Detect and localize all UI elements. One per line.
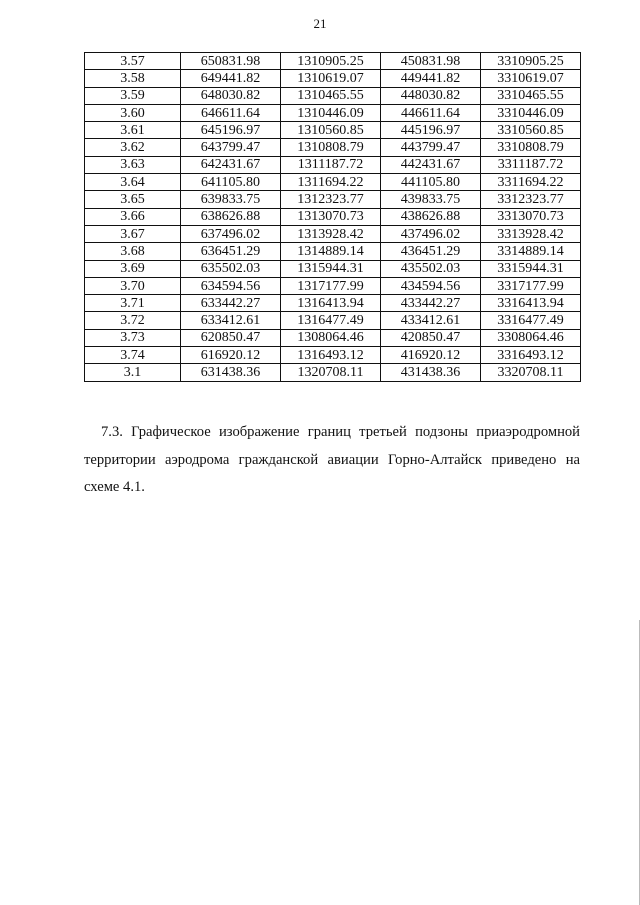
table-row bbox=[85, 243, 581, 260]
coord-x-cell: 650831.98 bbox=[181, 53, 281, 70]
table-row bbox=[85, 347, 581, 364]
coord-x-cell: 633442.27 bbox=[181, 295, 281, 312]
coord-y-local-cell: 3313928.42 bbox=[481, 225, 581, 242]
coord-y-local-cell: 3313070.73 bbox=[481, 208, 581, 225]
table-row bbox=[85, 70, 581, 87]
table-row bbox=[85, 156, 581, 173]
coord-y-cell: 1313070.73 bbox=[281, 208, 381, 225]
coord-y-cell: 1308064.46 bbox=[281, 329, 381, 346]
table-row bbox=[85, 225, 581, 242]
point-number-cell: 3.62 bbox=[85, 139, 181, 156]
coord-x-local-cell: 439833.75 bbox=[381, 191, 481, 208]
coord-x-local-cell: 433412.61 bbox=[381, 312, 481, 329]
coord-x-local-cell: 449441.82 bbox=[381, 70, 481, 87]
coord-x-cell: 635502.03 bbox=[181, 260, 281, 277]
coord-y-cell: 1320708.11 bbox=[281, 364, 381, 381]
coord-y-cell: 1311187.72 bbox=[281, 156, 381, 173]
point-number-cell: 3.68 bbox=[85, 243, 181, 260]
coord-y-local-cell: 3320708.11 bbox=[481, 364, 581, 381]
coord-x-cell: 616920.12 bbox=[181, 347, 281, 364]
table-row bbox=[85, 139, 581, 156]
table-row bbox=[85, 53, 581, 70]
coord-y-local-cell: 3310465.55 bbox=[481, 87, 581, 104]
coord-x-local-cell: 438626.88 bbox=[381, 208, 481, 225]
point-number-cell: 3.1 bbox=[85, 364, 181, 381]
table-row bbox=[85, 208, 581, 225]
table-row bbox=[85, 260, 581, 277]
coord-x-cell: 620850.47 bbox=[181, 329, 281, 346]
table-row bbox=[85, 295, 581, 312]
coord-x-cell: 646611.64 bbox=[181, 104, 281, 121]
coord-y-local-cell: 3312323.77 bbox=[481, 191, 581, 208]
coord-y-local-cell: 3316477.49 bbox=[481, 312, 581, 329]
point-number-cell: 3.57 bbox=[85, 53, 181, 70]
point-number-cell: 3.70 bbox=[85, 277, 181, 294]
coord-y-local-cell: 3316493.12 bbox=[481, 347, 581, 364]
coord-x-cell: 643799.47 bbox=[181, 139, 281, 156]
coordinates-table-body bbox=[85, 53, 581, 382]
coord-y-local-cell: 3310808.79 bbox=[481, 139, 581, 156]
coord-y-local-cell: 3315944.31 bbox=[481, 260, 581, 277]
coord-x-cell: 634594.56 bbox=[181, 277, 281, 294]
table-row bbox=[85, 174, 581, 191]
table-row bbox=[85, 122, 581, 139]
coord-x-local-cell: 442431.67 bbox=[381, 156, 481, 173]
table-row bbox=[85, 329, 581, 346]
coord-y-cell: 1310619.07 bbox=[281, 70, 381, 87]
point-number-cell: 3.60 bbox=[85, 104, 181, 121]
point-number-cell: 3.63 bbox=[85, 156, 181, 173]
coord-y-cell: 1315944.31 bbox=[281, 260, 381, 277]
coord-x-local-cell: 420850.47 bbox=[381, 329, 481, 346]
coord-y-local-cell: 3310905.25 bbox=[481, 53, 581, 70]
coord-x-local-cell: 416920.12 bbox=[381, 347, 481, 364]
point-number-cell: 3.64 bbox=[85, 174, 181, 191]
coord-x-local-cell: 450831.98 bbox=[381, 53, 481, 70]
point-number-cell: 3.58 bbox=[85, 70, 181, 87]
coord-x-local-cell: 431438.36 bbox=[381, 364, 481, 381]
table-row bbox=[85, 312, 581, 329]
coord-y-local-cell: 3311187.72 bbox=[481, 156, 581, 173]
coord-y-cell: 1310465.55 bbox=[281, 87, 381, 104]
coord-x-cell: 641105.80 bbox=[181, 174, 281, 191]
coord-y-cell: 1316493.12 bbox=[281, 347, 381, 364]
point-number-cell: 3.65 bbox=[85, 191, 181, 208]
page-number: 21 bbox=[313, 16, 327, 31]
point-number-cell: 3.59 bbox=[85, 87, 181, 104]
coord-x-local-cell: 441105.80 bbox=[381, 174, 481, 191]
coord-y-local-cell: 3316413.94 bbox=[481, 295, 581, 312]
table-row bbox=[85, 87, 581, 104]
point-number-cell: 3.73 bbox=[85, 329, 181, 346]
coord-y-cell: 1310446.09 bbox=[281, 104, 381, 121]
table-row bbox=[85, 191, 581, 208]
coord-y-cell: 1316413.94 bbox=[281, 295, 381, 312]
paragraph-line: схеме 4.1. bbox=[84, 479, 145, 495]
point-number-cell: 3.66 bbox=[85, 208, 181, 225]
point-number-cell: 3.67 bbox=[85, 225, 181, 242]
coord-y-cell: 1310808.79 bbox=[281, 139, 381, 156]
coord-y-local-cell: 3311694.22 bbox=[481, 174, 581, 191]
coord-x-cell: 649441.82 bbox=[181, 70, 281, 87]
coord-y-cell: 1317177.99 bbox=[281, 277, 381, 294]
coord-x-local-cell: 436451.29 bbox=[381, 243, 481, 260]
coord-x-local-cell: 433442.27 bbox=[381, 295, 481, 312]
coord-y-local-cell: 3310619.07 bbox=[481, 70, 581, 87]
coord-x-local-cell: 448030.82 bbox=[381, 87, 481, 104]
point-number-cell: 3.69 bbox=[85, 260, 181, 277]
coord-x-cell: 631438.36 bbox=[181, 364, 281, 381]
section-paragraph bbox=[84, 419, 580, 502]
point-number-cell: 3.61 bbox=[85, 122, 181, 139]
coord-y-cell: 1314889.14 bbox=[281, 243, 381, 260]
paragraph-line: территории аэродрома гражданской авиации Горно-Алтайск приведено на bbox=[84, 451, 580, 468]
coord-y-local-cell: 3308064.46 bbox=[481, 329, 581, 346]
coord-x-cell: 633412.61 bbox=[181, 312, 281, 329]
coord-x-local-cell: 443799.47 bbox=[381, 139, 481, 156]
coord-x-cell: 637496.02 bbox=[181, 225, 281, 242]
coord-x-local-cell: 434594.56 bbox=[381, 277, 481, 294]
coord-x-cell: 645196.97 bbox=[181, 122, 281, 139]
coord-y-local-cell: 3317177.99 bbox=[481, 277, 581, 294]
coord-y-cell: 1316477.49 bbox=[281, 312, 381, 329]
coord-x-cell: 648030.82 bbox=[181, 87, 281, 104]
table-row bbox=[85, 277, 581, 294]
coord-x-local-cell: 446611.64 bbox=[381, 104, 481, 121]
coordinates-table bbox=[84, 52, 581, 382]
coord-x-local-cell: 435502.03 bbox=[381, 260, 481, 277]
coord-x-local-cell: 445196.97 bbox=[381, 122, 481, 139]
coord-y-cell: 1311694.22 bbox=[281, 174, 381, 191]
point-number-cell: 3.72 bbox=[85, 312, 181, 329]
coord-x-cell: 638626.88 bbox=[181, 208, 281, 225]
coord-y-cell: 1313928.42 bbox=[281, 225, 381, 242]
coord-y-cell: 1312323.77 bbox=[281, 191, 381, 208]
point-number-cell: 3.74 bbox=[85, 347, 181, 364]
coord-y-local-cell: 3314889.14 bbox=[481, 243, 581, 260]
table-row bbox=[85, 104, 581, 121]
coord-y-local-cell: 3310446.09 bbox=[481, 104, 581, 121]
coord-y-local-cell: 3310560.85 bbox=[481, 122, 581, 139]
coord-x-cell: 639833.75 bbox=[181, 191, 281, 208]
coord-x-cell: 636451.29 bbox=[181, 243, 281, 260]
table-row bbox=[85, 364, 581, 381]
point-number-cell: 3.71 bbox=[85, 295, 181, 312]
paragraph-line: 7.3. Графическое изображение границ третьей подзоны приаэродромной bbox=[101, 424, 580, 440]
coord-x-cell: 642431.67 bbox=[181, 156, 281, 173]
coord-y-cell: 1310905.25 bbox=[281, 53, 381, 70]
coord-y-cell: 1310560.85 bbox=[281, 122, 381, 139]
coord-x-local-cell: 437496.02 bbox=[381, 225, 481, 242]
